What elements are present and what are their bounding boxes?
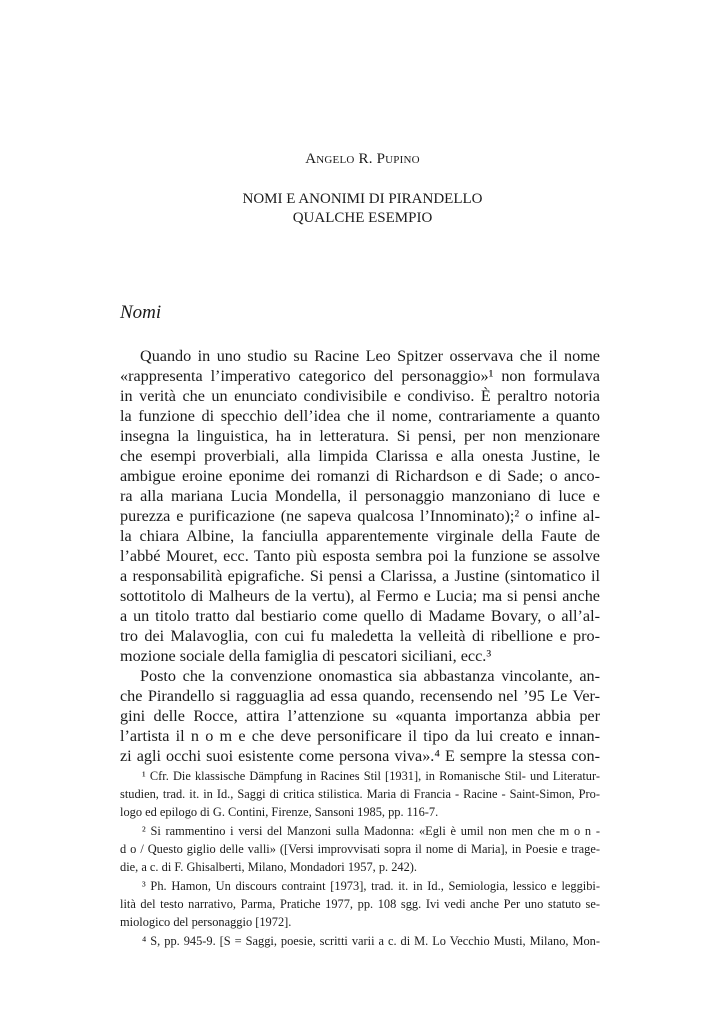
footnote-line: miologico del personaggio [1972]. [120, 915, 292, 929]
body-line: gini delle Rocce, attira l’attenzione su «quanta importanza abbia per [120, 707, 600, 725]
footnote-line: die, a c. di F. Ghisalberti, Milano, Mondadori 1957, p. 242). [120, 860, 418, 874]
footnote-line: ⁴ S, pp. 945-9. [S = Saggi, poesie, scritti varii a c. di M. Lo Vecchio Musti, Milano, Mon- [142, 934, 600, 948]
body-line: insegna la linguistica, ha in letteratura. Si pensi, per non menzionare [120, 427, 600, 445]
footnote-line: ³ Ph. Hamon, Un discours contraint [1973], trad. it. in Id., Semiologia, lessico e leggibi- [142, 879, 600, 893]
body-line: la chiara Albine, la fanciulla apparentemente virginale della Faute de [120, 527, 600, 545]
body-line: Quando in uno studio su Racine Leo Spitzer osservava che il nome [140, 347, 600, 365]
body-line: che Pirandello si ragguaglia ad essa quando, recensendo nel ’95 Le Ver- [120, 687, 600, 705]
body-line: tro dei Malavoglia, con cui fu maledetta la velleità di ribellione e pro- [120, 627, 600, 645]
body-line: l’abbé Mouret, ecc. Tanto più esposta sembra poi la funzione se assolve [120, 547, 600, 565]
article-subtitle: QUALCHE ESEMPIO [292, 210, 433, 226]
body-line: che esempi proverbiali, alla limpida Clarissa e alla onesta Justine, le [120, 447, 600, 465]
footnote-line: ¹ Cfr. Die klassische Dämpfung in Racines Stil [1931], in Romanische Stil- und Literatur- [142, 769, 600, 783]
article-title: NOMI E ANONIMI DI PIRANDELLO [242, 191, 483, 207]
section-heading: Nomi [120, 302, 162, 323]
body-line: a responsabilità epigrafiche. Si pensi a Clarissa, a Justine (sintomatico il [120, 567, 600, 585]
body-line: sottotitolo di Malheurs de la vertu), al Fermo e Lucia; ma si pensi anche [120, 587, 600, 605]
body-line: a un titolo tratto dal bestiario come quello di Madame Bovary, o all’al- [120, 607, 600, 625]
body-text [120, 346, 600, 766]
body-line: l’artista il n o m e che deve personificare il tipo da lui creato e innan- [120, 727, 600, 745]
footnotes [120, 767, 600, 950]
body-line: in verità che un enunciato condivisibile e condiviso. È peraltro notoria [120, 387, 600, 405]
body-line: la funzione di specchio dell’idea che il nome, contrariamente a quanto [120, 407, 600, 425]
body-line: ra alla mariana Lucia Mondella, il personaggio manzoniano di luce e [120, 487, 600, 505]
body-line: Posto che la convenzione onomastica sia abbastanza vincolante, an- [140, 667, 600, 685]
footnote-line: logo ed epilogo di G. Contini, Firenze, Sansoni 1985, pp. 116-7. [120, 805, 439, 819]
author-name: Angelo R. Pupino [305, 151, 420, 167]
footnote-line: lità del testo narrativo, Parma, Pratiche 1977, pp. 108 sgg. Ivi vedi anche Per uno statuto se- [120, 897, 600, 911]
footnote-line: studien, trad. it. in Id., Saggi di critica stilistica. Maria di Francia - Racine - Saint-Simon, Pro- [120, 787, 600, 801]
footnote-line: d o / Questo giglio delle valli» ([Versi improvvisati sopra il nome di Maria], in Poesie e trage- [120, 842, 600, 856]
body-line: ambigue eroine eponime dei romanzi di Richardson e di Sade; o anco- [120, 467, 600, 485]
body-line: «rappresenta l’imperativo categorico del personaggio»¹ non formulava [120, 367, 600, 385]
body-line: mozione sociale della famiglia di pescatori siciliani, ecc.³ [120, 647, 492, 665]
body-line: zi agli occhi suoi esistente come persona viva».⁴ E sempre la stessa con- [120, 747, 600, 765]
footnote-line: ² Si rammentino i versi del Manzoni sulla Madonna: «Egli è umil non men che m o n - [142, 824, 600, 838]
body-line: purezza e purificazione (ne sapeva qualcosa l’Innominato);² o infine al- [120, 507, 600, 525]
